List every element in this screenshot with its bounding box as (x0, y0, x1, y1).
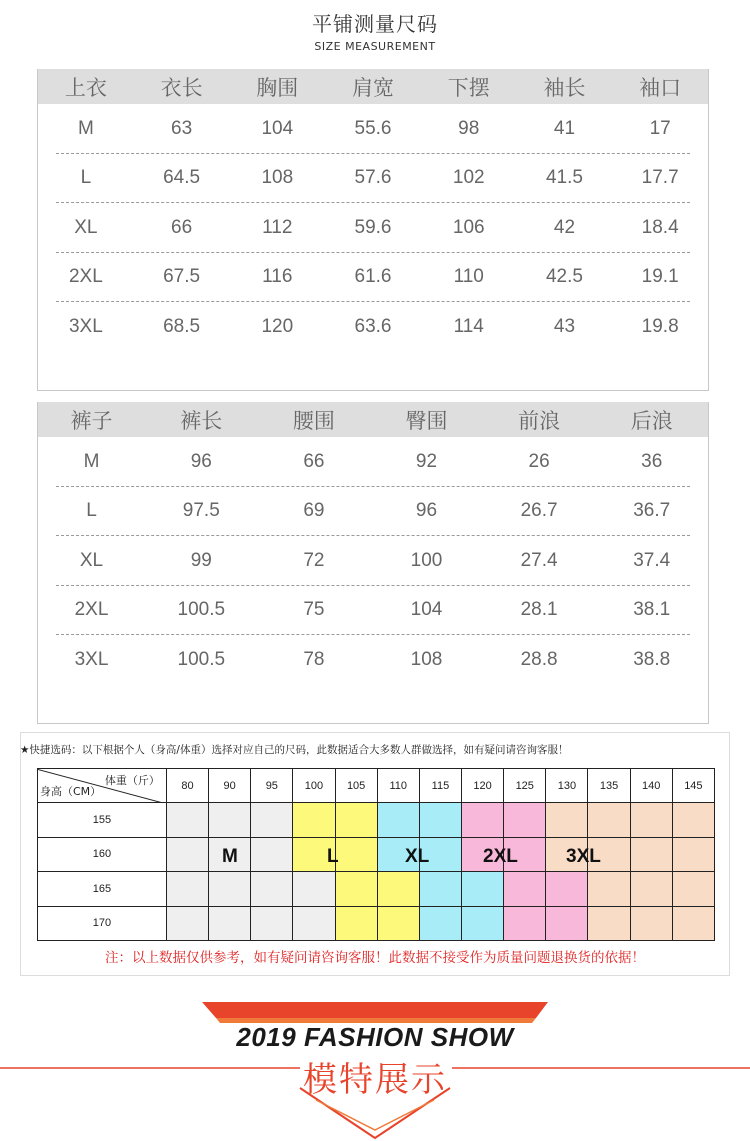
size-label-3xl: 3XL (566, 846, 601, 867)
weight-cell: 145 (673, 768, 715, 803)
column-header: 下摆 (447, 75, 490, 100)
size-label-l: L (327, 846, 339, 867)
grid-cell (378, 907, 420, 942)
table-cell: L (86, 500, 97, 522)
height-cell: 155 (37, 803, 167, 838)
grid-cell (673, 803, 715, 838)
weight-cell: 120 (462, 768, 504, 803)
table-cell: 41 (553, 117, 576, 139)
disclaimer-note: 注：以上数据仅供参考，如有疑问请咨询客服！此数据不接受作为质量问题退换货的依据！ (105, 950, 645, 966)
grid-cell (504, 872, 546, 907)
weight-cell: 90 (209, 768, 251, 803)
column-header: 裤长 (180, 408, 223, 433)
table-row (38, 203, 708, 253)
weight-cell: 110 (378, 768, 420, 803)
column-header: 臀围 (405, 408, 448, 433)
table-cell: 55.6 (354, 117, 392, 139)
grid-cell (631, 872, 673, 907)
table-cell: 78 (303, 648, 325, 670)
grid-cell (588, 872, 630, 907)
table-cell: 100.5 (177, 599, 226, 621)
table-cell: M (83, 450, 100, 472)
table-cell: 75 (303, 599, 325, 621)
table-cell: 69 (303, 500, 325, 522)
height-cell: 170 (37, 907, 167, 942)
table-cell: 43 (553, 315, 576, 337)
table-cell: 63.6 (354, 315, 392, 337)
grid-cell (336, 803, 378, 838)
column-header: 腰围 (292, 408, 335, 433)
table-cell: 120 (261, 315, 294, 337)
grid-cell (167, 872, 209, 907)
grid-cell (378, 803, 420, 838)
table-cell: 2XL (74, 599, 109, 621)
height-row (37, 803, 715, 838)
table-cell: 104 (410, 599, 443, 621)
table-cell: 38.1 (633, 599, 671, 621)
grid-cell (420, 872, 462, 907)
grid-cell (631, 907, 673, 942)
table-row (38, 253, 708, 303)
table-cell: 28.1 (520, 599, 558, 621)
column-header: 衣长 (160, 75, 203, 100)
grid-cell (673, 872, 715, 907)
table-header (38, 402, 708, 437)
table-cell: 96 (190, 450, 212, 472)
grid-cell (251, 907, 293, 942)
table-cell: 59.6 (354, 216, 392, 238)
grid-cell (336, 872, 378, 907)
table-cell: 110 (453, 266, 484, 288)
table-cell: XL (79, 549, 104, 571)
grid-cell (209, 872, 251, 907)
weight-cell: 125 (504, 768, 546, 803)
column-header: 袖口 (639, 75, 682, 100)
grid-cell (462, 872, 504, 907)
table-cell: 114 (453, 315, 484, 337)
table-cell: 61.6 (354, 266, 392, 288)
fashion-show-title: 2019 FASHION SHOW (236, 1022, 514, 1052)
table-row (38, 586, 708, 636)
weight-header-row (37, 768, 715, 803)
grid-corner (37, 768, 167, 803)
grid-cell (504, 803, 546, 838)
weight-axis-label: 体重（斤） (104, 774, 160, 787)
page-subtitle: SIZE MEASUREMENT (314, 40, 436, 53)
grid-cell (588, 907, 630, 942)
column-header: 肩宽 (352, 75, 395, 100)
table-cell: XL (74, 216, 98, 238)
table-cell: 18.4 (641, 216, 679, 238)
table-cell: 108 (261, 167, 294, 189)
column-header: 前浪 (518, 408, 561, 433)
grid-cell (631, 838, 673, 873)
table-row (38, 437, 708, 487)
table-cell: 26.7 (520, 500, 558, 522)
table-cell: 67.5 (163, 266, 201, 288)
weight-cell: 100 (293, 768, 335, 803)
size-label-xl: XL (405, 846, 430, 867)
size-label-m: M (222, 846, 238, 867)
grid-cell (673, 838, 715, 873)
table-cell: 68.5 (163, 315, 201, 337)
grid-cell (167, 803, 209, 838)
page-title: 平铺测量尺码 (312, 12, 438, 36)
grid-cell (504, 907, 546, 942)
grid-cell (546, 872, 588, 907)
table-cell: 116 (262, 266, 293, 288)
column-header: 胸围 (256, 75, 299, 100)
grid-cell (588, 803, 630, 838)
weight-cell: 80 (167, 768, 209, 803)
table-cell: 36 (641, 450, 663, 472)
grid-cell (251, 838, 293, 873)
grid-cell (462, 803, 504, 838)
table-cell: 42.5 (545, 266, 583, 288)
table-cell: 42 (553, 216, 576, 238)
table-cell: 102 (452, 167, 485, 189)
grid-cell (336, 907, 378, 942)
weight-cell: 115 (420, 768, 462, 803)
grid-cell (673, 907, 715, 942)
grid-cell (251, 803, 293, 838)
table-cell: 41.5 (545, 167, 583, 189)
grid-cell (293, 907, 335, 942)
table-cell: 99 (190, 549, 212, 571)
table-row (38, 635, 708, 685)
table-header (38, 69, 708, 104)
table-cell: 36.7 (633, 500, 671, 522)
table-cell: 2XL (68, 266, 103, 288)
table-cell: 96 (415, 500, 438, 522)
grid-cell (378, 872, 420, 907)
table-cell: 108 (410, 648, 443, 670)
grid-cell (631, 803, 673, 838)
table-cell: 104 (261, 117, 294, 139)
grid-cell (546, 907, 588, 942)
weight-cell: 130 (546, 768, 588, 803)
weight-cell: 140 (631, 768, 673, 803)
height-row (37, 907, 715, 942)
column-header: 裤子 (70, 408, 113, 433)
table-row (38, 302, 708, 352)
grid-cell (209, 907, 251, 942)
table-cell: 3XL (68, 315, 103, 337)
table-cell: 19.8 (641, 315, 679, 337)
model-display-title: 模特展示 (303, 1060, 447, 1100)
table-cell: 100.5 (177, 648, 226, 670)
table-cell: 66 (171, 216, 193, 238)
weight-cell: 135 (588, 768, 630, 803)
grid-cell (251, 872, 293, 907)
grid-cell (420, 907, 462, 942)
height-cell: 165 (37, 872, 167, 907)
height-axis-label: 身高（CM） (40, 785, 102, 798)
table-cell: 27.4 (520, 549, 558, 571)
table-cell: 112 (262, 216, 293, 238)
height-row (37, 838, 715, 873)
table-cell: 38.8 (633, 648, 671, 670)
table-row (38, 536, 708, 586)
table-cell: 3XL (74, 648, 109, 670)
table-cell: 100 (410, 549, 443, 571)
grid-cell (293, 803, 335, 838)
weight-cell: 105 (336, 768, 378, 803)
column-header: 后浪 (630, 408, 673, 433)
grid-cell (546, 803, 588, 838)
table-row (38, 104, 708, 154)
height-cell: 160 (37, 838, 167, 873)
table-row (38, 154, 708, 204)
table-cell: 26 (528, 450, 550, 472)
table-cell: 37.4 (633, 549, 671, 571)
top-size-table (37, 69, 709, 391)
height-weight-grid (37, 768, 715, 941)
table-cell: 106 (452, 216, 485, 238)
table-cell: L (80, 167, 92, 189)
size-label-2xl: 2XL (483, 846, 518, 867)
height-row (37, 872, 715, 907)
table-cell: 28.8 (520, 648, 558, 670)
table-cell: 57.6 (354, 167, 392, 189)
grid-cell (209, 803, 251, 838)
grid-cell (420, 803, 462, 838)
table-cell: M (77, 117, 94, 139)
table-cell: 72 (303, 549, 325, 571)
grid-cell (167, 907, 209, 942)
table-cell: 97.5 (182, 500, 220, 522)
grid-cell (462, 907, 504, 942)
table-row (38, 487, 708, 537)
column-header: 上衣 (64, 75, 107, 100)
table-cell: 64.5 (163, 167, 201, 189)
size-advice-text: ★快捷选码：以下根据个人（身高/体重）选择对应自己的尺码，此数据适合大多数人群做选择，如有疑问请咨询客服！ (20, 744, 569, 756)
grid-cell (167, 838, 209, 873)
table-cell: 66 (303, 450, 325, 472)
grid-cell (293, 872, 335, 907)
table-cell: 63 (171, 117, 193, 139)
column-header: 袖长 (543, 75, 586, 100)
weight-cell: 95 (251, 768, 293, 803)
grid-cell (336, 838, 378, 873)
table-cell: 17.7 (641, 167, 679, 189)
pants-size-table (37, 402, 709, 724)
table-cell: 98 (458, 117, 480, 139)
table-cell: 92 (415, 450, 438, 472)
table-cell: 19.1 (641, 266, 679, 288)
table-cell: 17 (649, 117, 671, 139)
